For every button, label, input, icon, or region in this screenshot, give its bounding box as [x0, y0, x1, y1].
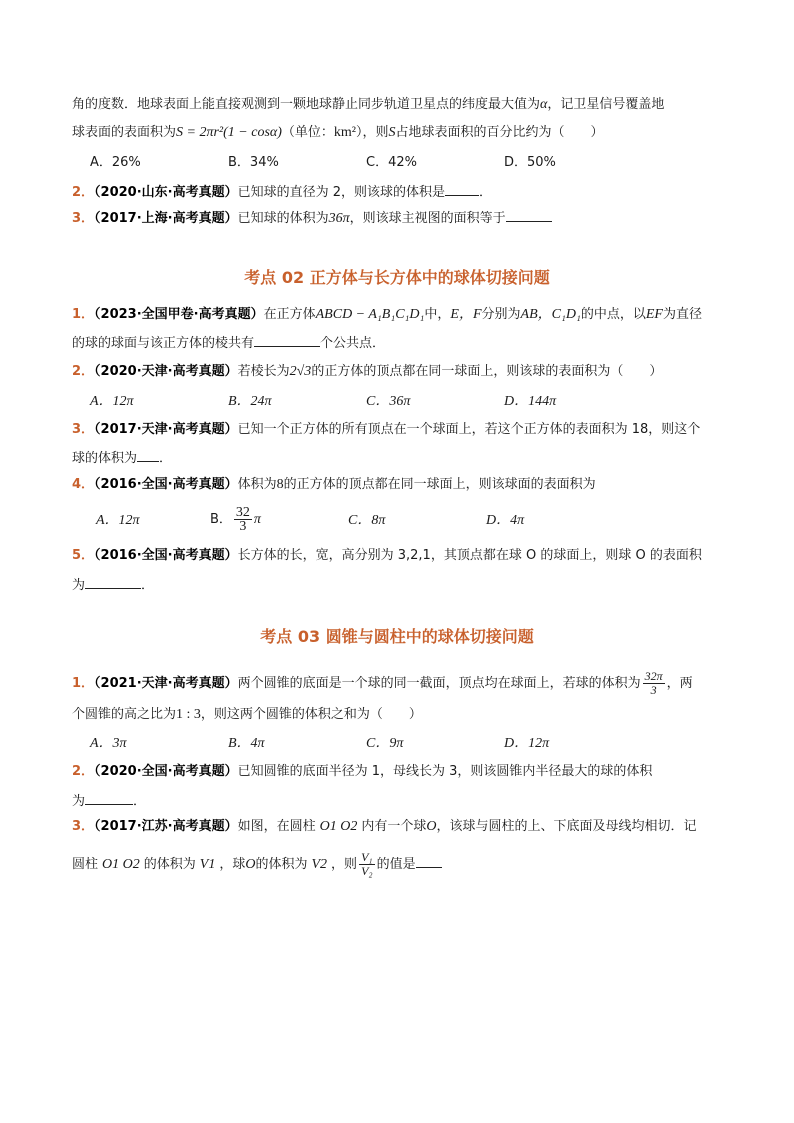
text: 分别为 [481, 307, 521, 322]
question-2016-quanguo-1-options [90, 506, 710, 538]
question-2020-shandong [72, 182, 492, 202]
question-source: （2020·天津·高考真题） [94, 364, 238, 379]
text: 已知球的直径为 2，则该球的体积是 [237, 185, 446, 200]
sphere-label: O [245, 857, 256, 872]
text: 角的度数．地球表面上能直接观测到一颗地球静止同步轨道卫星点的纬度最大值为 [72, 97, 541, 112]
option-a[interactable]: A．3π [90, 736, 127, 751]
option-d[interactable]: D．144π [504, 394, 557, 409]
question-number: 2． [72, 185, 95, 200]
text: 内有一个球 [361, 819, 427, 834]
question-2020-tianjin-options [90, 393, 710, 415]
segment: C₁D₁ [551, 307, 581, 322]
cylinder-label: O1 O2 [319, 819, 358, 834]
cylinder-label: O1 O2 [102, 857, 140, 872]
formula: S = 2πr²(1 − cosα) [176, 125, 282, 140]
volume-label: V1 [199, 857, 216, 872]
section-heading-03: 考点 03 圆锥与圆柱中的球体切接问题 [260, 627, 534, 646]
numerator: V₁ [361, 850, 373, 864]
question-source: （2020·山东·高考真题） [94, 185, 238, 200]
question-2023-jia [72, 306, 702, 324]
option-d[interactable]: D．4π [486, 513, 525, 528]
option-b[interactable]: B．4π [228, 736, 265, 751]
denominator: V₂ [361, 864, 373, 878]
denominator: 3 [239, 519, 247, 534]
text: 圆柱 [72, 857, 99, 872]
option-b[interactable]: B．34% [228, 155, 279, 170]
intro-line-2 [72, 124, 604, 142]
ratio: 1 : 3 [176, 707, 201, 722]
text: ． [141, 578, 155, 593]
question-2021-tianjin-options [90, 735, 710, 757]
question-2017-tianjin [72, 421, 700, 439]
option-a[interactable]: A．26% [90, 155, 141, 170]
text: 两个圆锥的底面是一个球的同一截面，顶点均在球面上，若球的体积为 [237, 676, 641, 691]
text: 的正方体的顶点都在同一球面上，则该球的表面积为（ ） [311, 364, 663, 379]
text: 球表面的表面积为 [72, 125, 177, 140]
text: ，球 [219, 857, 246, 872]
fraction [359, 851, 375, 878]
question-number: 3． [72, 819, 95, 834]
question-2021-tianjin-line-2 [72, 706, 422, 724]
text: 在正方体 [263, 307, 316, 322]
text: ，两 [666, 676, 693, 691]
question-2017-jiangsu [72, 818, 697, 836]
segment: AB， [520, 307, 552, 322]
volume-label: V2 [311, 857, 328, 872]
text: 的正方体的顶点都在同一球面上，则该球面的表面积为 [283, 477, 596, 492]
question-number: 5． [72, 548, 95, 563]
intro-options [90, 154, 710, 176]
text: 的中点，以 [580, 307, 646, 322]
option-b[interactable]: B．24π [228, 394, 272, 409]
answer-blank[interactable] [416, 854, 442, 868]
answer-blank[interactable] [506, 208, 552, 222]
question-number: 2． [72, 364, 95, 379]
question-number: 3． [72, 211, 95, 226]
numerator: 32π [644, 669, 663, 683]
answer-blank[interactable] [85, 575, 141, 589]
text: 若棱长为 [237, 364, 290, 379]
question-source: （2016·全国·高考真题） [94, 477, 238, 492]
pi-symbol: π [253, 512, 261, 527]
text: ，记卫星信号覆盖地 [547, 97, 665, 112]
text: ，则 [331, 857, 358, 872]
text: 如图，在圆柱 [237, 819, 316, 834]
answer-blank[interactable] [85, 791, 133, 805]
text: 中， [424, 307, 451, 322]
fraction [643, 670, 665, 697]
question-source: （2017·天津·高考真题） [94, 422, 238, 437]
option-a[interactable]: A．12π [90, 394, 134, 409]
question-2021-tianjin [72, 670, 693, 697]
denominator: 3 [650, 683, 657, 697]
numerator: 32 [235, 505, 250, 520]
text: 已知球的体积为 [237, 211, 329, 226]
question-number: 2． [72, 764, 95, 779]
text: 占地球表面积的百分比约为（ ） [395, 125, 604, 140]
option-d[interactable]: D．50% [504, 155, 556, 170]
text: 的体积为 [143, 857, 196, 872]
option-c[interactable]: C．36π [366, 394, 411, 409]
text: 长方体的长，宽，高分别为 3,2,1，其顶点都在球 O 的球面上，则球 O 的表面积 [237, 548, 702, 563]
option-d[interactable]: D．12π [504, 736, 550, 751]
question-number: 4． [72, 477, 95, 492]
text: 体积为 [237, 477, 277, 492]
text: ． [159, 451, 173, 466]
text: 为直径 [662, 307, 702, 322]
points: E，F [450, 307, 482, 322]
cube-label: ABCD − A₁B₁C₁D₁ [315, 307, 425, 322]
text: ，该球与圆柱的上、下底面及母线均相切．记 [436, 819, 697, 834]
text: 为 [72, 578, 86, 593]
question-2020-quanguo-line-2 [72, 791, 146, 811]
text: （单位： [281, 125, 334, 140]
text: 球的体积为 [72, 451, 138, 466]
question-source: （2023·全国甲卷·高考真题） [94, 307, 264, 322]
text: ），则 [356, 125, 389, 140]
option-c[interactable]: C．8π [348, 513, 386, 528]
question-2017-tianjin-line-2 [72, 448, 172, 468]
value: 8 [276, 477, 284, 492]
question-2016-quanguo-1 [72, 476, 596, 494]
question-2016-quanguo-2-line-2 [72, 575, 154, 595]
fraction [234, 506, 252, 533]
question-2020-tianjin [72, 363, 662, 381]
text: 的值是 [376, 857, 416, 872]
option-c[interactable]: C．42% [366, 155, 417, 170]
sphere-label: O [426, 819, 437, 834]
question-source: （2017·江苏·高考真题） [94, 819, 238, 834]
text: 已知一个正方体的所有顶点在一个球面上，若这个正方体的表面积为 18，则这个 [237, 422, 701, 437]
question-source: （2021·天津·高考真题） [94, 676, 238, 691]
question-source: （2020·全国·高考真题） [94, 764, 238, 779]
answer-blank[interactable] [445, 182, 479, 196]
text: 已知圆锥的底面半径为 1，母线长为 3，则该圆锥内半径最大的球的体积 [237, 764, 653, 779]
text: 个公共点． [320, 336, 386, 351]
option-b[interactable] [210, 506, 261, 533]
question-source: （2017·上海·高考真题） [94, 211, 238, 226]
text: ，则该球主视图的面积等于 [349, 211, 506, 226]
text: 为 [72, 794, 86, 809]
text: ． [133, 794, 147, 809]
unit: km² [333, 125, 357, 140]
option-a[interactable]: A．12π [96, 513, 140, 528]
answer-blank[interactable] [137, 448, 159, 462]
intro-line-1 [72, 96, 664, 114]
question-number: 1． [72, 676, 95, 691]
text: ． [479, 185, 493, 200]
option-c[interactable]: C．9π [366, 736, 404, 751]
option-label: B． [210, 512, 232, 527]
text: 的球的球面与该正方体的棱共有 [72, 336, 255, 351]
question-2023-jia-line-2 [72, 333, 385, 353]
question-2017-jiangsu-line-2 [72, 851, 442, 878]
segment: EF [645, 307, 663, 322]
text: ，则这两个圆锥的体积之和为（ ） [200, 707, 422, 722]
text: 的体积为 [255, 857, 308, 872]
value: 2√3 [289, 364, 312, 379]
value: 36π [328, 211, 350, 226]
question-2016-quanguo-2 [72, 547, 702, 565]
text: 个圆锥的高之比为 [72, 707, 177, 722]
answer-blank[interactable] [254, 333, 320, 347]
symbol: S [388, 125, 396, 140]
question-2017-shanghai [72, 208, 552, 228]
question-number: 1． [72, 307, 95, 322]
question-2020-quanguo [72, 763, 652, 781]
question-number: 3． [72, 422, 95, 437]
section-heading-02: 考点 02 正方体与长方体中的球体切接问题 [244, 268, 550, 287]
alpha-symbol: α [540, 97, 548, 112]
question-source: （2016·全国·高考真题） [94, 548, 238, 563]
